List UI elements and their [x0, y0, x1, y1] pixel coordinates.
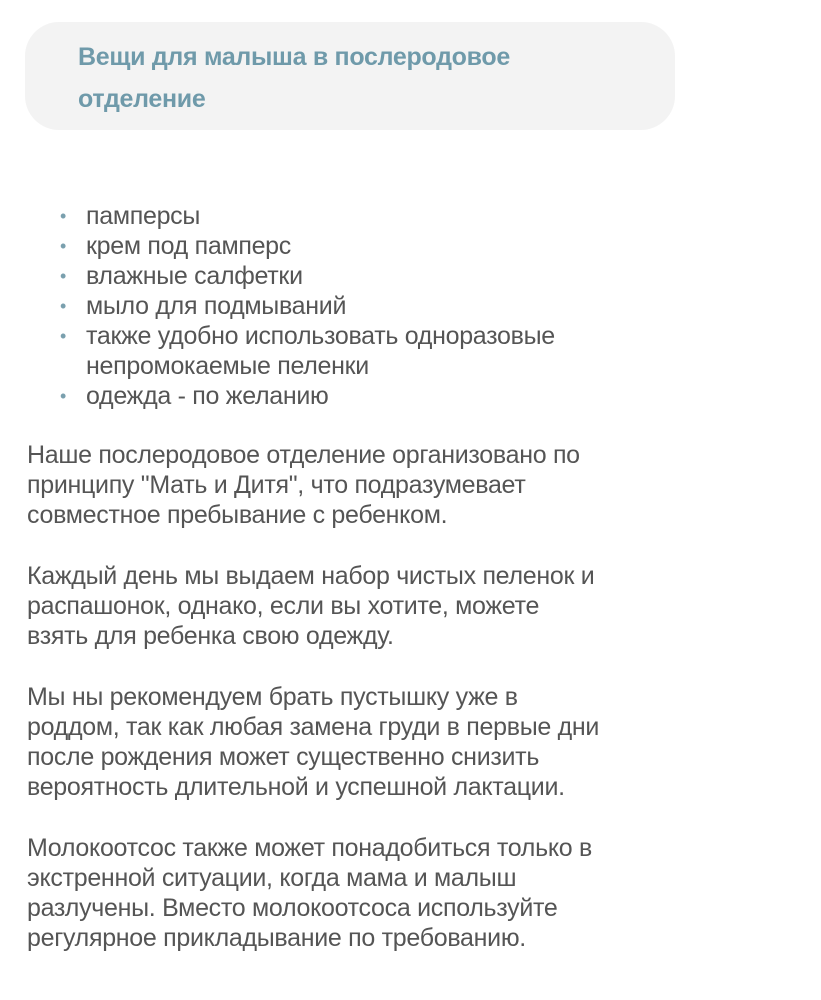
text-line: совместное пребывание с ребенком. [27, 501, 448, 529]
list-item-text: влажные салфетки [86, 262, 303, 290]
text-line: разлучены. Вместо молокоотсоса используйте [27, 894, 558, 922]
text-line: взять для ребенка свою одежду. [27, 622, 394, 650]
paragraph-pacifier [27, 682, 599, 802]
list-item-text: одежда - по желанию [86, 382, 329, 410]
list-item-text: также удобно использовать одноразовые [86, 322, 555, 350]
text-line: роддом, так как любая замена груди в первые дни [27, 713, 600, 741]
text-line: экстренной ситуации, когда мама и малыш [27, 864, 517, 892]
body-text [27, 440, 599, 984]
list-item [60, 261, 555, 291]
bullet-icon: • [60, 386, 67, 406]
text-line: регулярное прикладывание по требованию. [27, 924, 526, 952]
list-item [60, 381, 555, 411]
list-item [60, 201, 555, 231]
section-title [78, 36, 675, 120]
list-item-text: памперсы [86, 202, 201, 230]
list-item [60, 291, 555, 321]
title-line: Вещи для малыша в послеродовое [78, 43, 510, 71]
text-line: Молокоотсос также может понадобиться только в [27, 834, 592, 862]
bullet-icon: • [60, 266, 67, 286]
text-line: распашонок, однако, если вы хотите, можете [27, 592, 540, 620]
paragraph-mother-and-child [27, 440, 599, 530]
title-line: отделение [78, 85, 206, 113]
bullet-icon: • [60, 236, 67, 256]
text-line: Наше послеродовое отделение организовано по [27, 441, 580, 469]
paragraph-diapers-clothes [27, 561, 599, 651]
section-heading-box [25, 22, 675, 130]
bullet-icon: • [60, 206, 67, 226]
text-line: после рождения может существенно снизить [27, 743, 540, 771]
paragraph-breast-pump [27, 833, 599, 953]
list-item-text: крем под памперс [86, 232, 291, 260]
list-item-text: мыло для подмываний [86, 292, 347, 320]
bullet-icon: • [60, 326, 67, 346]
baby-items-list [60, 201, 555, 411]
text-line: Мы ны рекомендуем брать пустышку уже в [27, 683, 518, 711]
bullet-icon: • [60, 296, 67, 316]
text-line: Каждый день мы выдаем набор чистых пеленок и [27, 562, 595, 590]
list-item [60, 231, 555, 261]
list-item-text: непромокаемые пеленки [86, 352, 369, 380]
text-line: принципу "Мать и Дитя", что подразумевает [27, 471, 526, 499]
list-item [60, 321, 555, 381]
text-line: вероятность длительной и успешной лактации. [27, 773, 565, 801]
